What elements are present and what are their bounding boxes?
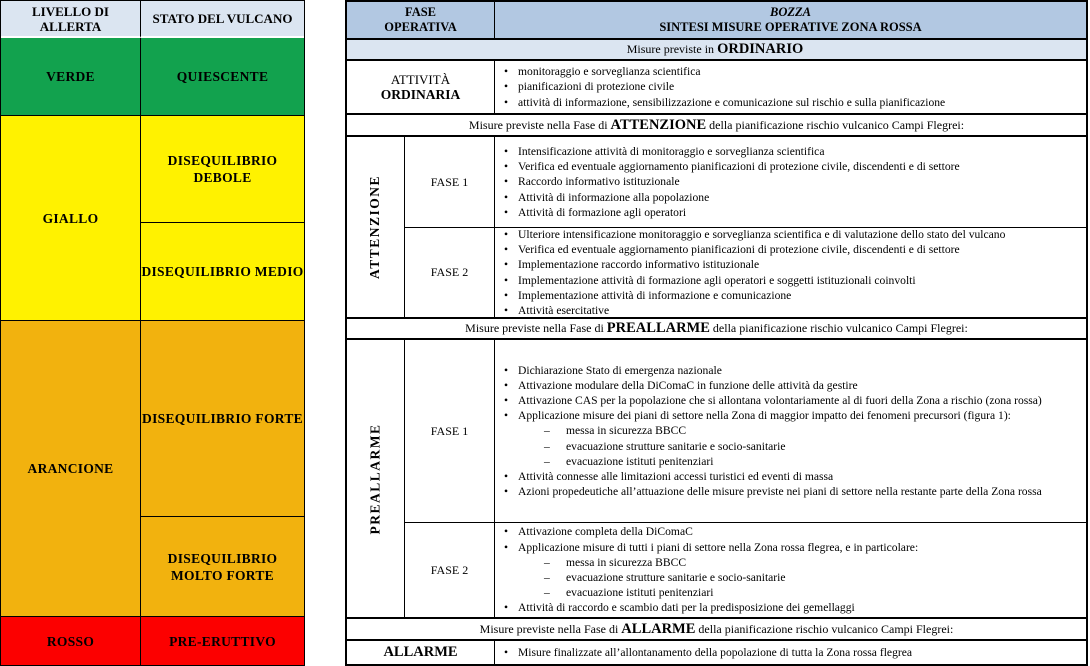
- bullet-icon: •: [504, 227, 509, 241]
- operational-measures-table: [345, 0, 1088, 666]
- separator-keyword: ALLARME: [621, 620, 696, 637]
- state-label: QUIESCENTE: [176, 69, 269, 84]
- list-item: • Attività di raccordo e scambio dati per la predisposizione dei gemellaggi: [504, 601, 855, 615]
- attenzione-fase1-label: FASE 1: [404, 135, 494, 227]
- bullet-icon: •: [504, 205, 509, 219]
- level-arancione: [1, 320, 140, 616]
- bullet-icon: •: [504, 190, 509, 204]
- allarme-measures: [494, 639, 1086, 664]
- level-label: ROSSO: [46, 633, 95, 649]
- sub-list-item: – evacuazione strutture sanitarie e socio-sanitarie: [544, 439, 786, 453]
- sub-list-item: – messa in sicurezza BBCC: [544, 555, 687, 569]
- state-label: DISEQUILIBRIO FORTE: [142, 411, 303, 426]
- list-item: • Implementazione raccordo informativo istituzionale: [504, 258, 760, 272]
- sub-list-item: – evacuazione istituti penitenziari: [544, 454, 714, 468]
- label-line: ATTIVITÀ: [390, 71, 451, 87]
- state-disequilibrio-medio: [140, 222, 304, 320]
- attenzione-fase1-measures: [494, 135, 1086, 227]
- bullet-icon: •: [504, 273, 509, 287]
- list-item: • Attività di formazione agli operatori: [504, 205, 687, 219]
- list-item: • Raccordo informativo istituzionale: [504, 175, 680, 189]
- bullet-icon: •: [504, 303, 509, 317]
- state-pre-eruttivo: [140, 616, 304, 665]
- preallarme-fase2-measures: [494, 522, 1086, 617]
- state-disequilibrio-forte: [140, 320, 304, 516]
- sub-list-item: – evacuazione istituti penitenziari: [544, 586, 714, 600]
- dash-icon: –: [544, 439, 550, 453]
- bullet-icon: •: [504, 288, 509, 302]
- list-item: • Azioni propedeutiche all’attuazione delle misure previste nei piani di settore nella restante parte della Zona rossa: [504, 485, 1042, 499]
- bullet-icon: •: [504, 175, 509, 189]
- vertical-label-attenzione: ATTENZIONE: [347, 135, 404, 317]
- separator-keyword: ATTENZIONE: [610, 116, 707, 133]
- bullet-icon: •: [504, 65, 509, 79]
- list-item: • Verifica ed eventuale aggiornamento pianificazioni di protezione civile, discendenti e di settore: [504, 243, 960, 257]
- bullet-icon: •: [504, 95, 509, 109]
- list-item: • Verifica ed eventuale aggiornamento pianificazioni di protezione civile, discendenti e di settore: [504, 160, 960, 174]
- label-attivita-ordinaria: [347, 59, 494, 113]
- list-item: • Dichiarazione Stato di emergenza nazionale: [504, 363, 722, 377]
- state-label: DISEQUILIBRIO MOLTO FORTE: [167, 550, 278, 583]
- bullet-icon: •: [504, 485, 509, 499]
- separator-text: Misure previste in: [626, 42, 715, 56]
- label-line: ORDINARIA: [380, 86, 461, 102]
- separator-text: della pianificazione rischio vulcanico Campi Flegrei:: [709, 117, 965, 132]
- dash-icon: –: [544, 586, 550, 600]
- header-line: FASE: [404, 5, 437, 19]
- bullet-icon: •: [504, 540, 509, 554]
- level-verde: [1, 38, 140, 115]
- ordinaria-measures: [494, 59, 1086, 113]
- separator-preallarme: [347, 317, 1086, 338]
- separator-text: Misure previste nella Fase di: [479, 621, 619, 636]
- alert-table-header-stato: [140, 1, 304, 38]
- separator-ordinario: [347, 38, 1086, 59]
- label-allarme: ALLARME: [347, 639, 494, 664]
- alert-table-header-livello: [1, 1, 140, 38]
- state-label: PRE-ERUTTIVO: [169, 633, 276, 649]
- bullet-icon: •: [504, 601, 509, 615]
- bullet-icon: •: [504, 393, 509, 407]
- bullet-icon: •: [504, 470, 509, 483]
- bullet-icon: •: [504, 409, 509, 423]
- level-label: GIALLO: [42, 210, 99, 226]
- separator-text: della pianificazione rischio vulcanico Campi Flegrei:: [712, 321, 968, 335]
- bullet-icon: •: [504, 243, 509, 257]
- separator-keyword: PREALLARME: [606, 320, 710, 336]
- level-label: VERDE: [46, 69, 95, 84]
- draft-label: BOZZA: [770, 5, 811, 19]
- list-item: • Attivazione CAS per la popolazione che si allontana volontariamente al di fuori della Zona a rischio (zona rossa): [504, 393, 1042, 407]
- sub-list-item: – messa in sicurezza BBCC: [544, 424, 687, 438]
- header-fase-operativa: [347, 2, 494, 38]
- preallarme-fase1-measures: [494, 338, 1086, 522]
- sub-list-item: – evacuazione strutture sanitarie e socio-sanitarie: [544, 571, 786, 584]
- bullet-icon: •: [504, 144, 509, 158]
- state-quiescente: [140, 38, 304, 115]
- bullet-icon: •: [504, 80, 509, 94]
- header-title: SINTESI MISURE OPERATIVE ZONA ROSSA: [659, 20, 922, 34]
- header-label: LIVELLO DI ALLERTA: [32, 3, 109, 34]
- state-disequilibrio-debole: [140, 115, 304, 222]
- bullet-icon: •: [504, 525, 509, 539]
- separator-text: Misure previste nella Fase di: [468, 117, 608, 132]
- preallarme-fase1-label: FASE 1: [404, 338, 494, 522]
- list-item: • Implementazione attività di informazione e comunicazione: [504, 288, 792, 302]
- list-item: • Applicazione misure di tutti i piani di settore nella Zona rossa flegrea, e in particolare:: [504, 540, 919, 554]
- attenzione-fase2-label: FASE 2: [404, 227, 494, 317]
- list-item: • Implementazione attività di formazione agli operatori e soggetti istituzionali coinvolti: [504, 273, 916, 287]
- list-item: • Ulteriore intensificazione monitoraggio e sorveglianza scientifica e di valutazione dello stato del vulcano: [504, 227, 1006, 241]
- header-sintesi-misure: [494, 2, 1086, 38]
- list-item: • Attività di informazione alla popolazione: [504, 190, 710, 204]
- separator-attenzione: [347, 113, 1086, 135]
- bullet-icon: •: [504, 258, 509, 272]
- list-item: • Intensificazione attività di monitoraggio e sorveglianza scientifica: [504, 144, 825, 158]
- level-label: ARANCIONE: [27, 461, 114, 476]
- bullet-icon: •: [504, 160, 509, 174]
- list-item: • Attività connesse alle limitazioni accessi turistici ed eventi di massa: [504, 470, 834, 483]
- level-rosso: [1, 616, 140, 665]
- dash-icon: –: [544, 555, 550, 569]
- bullet-icon: •: [504, 645, 509, 659]
- alert-level-table: [0, 0, 305, 666]
- separator-text: Misure previste nella Fase di: [465, 321, 604, 335]
- separator-allarme: [347, 617, 1086, 639]
- state-disequilibrio-molto-forte: [140, 516, 304, 616]
- list-item: • monitoraggio e sorveglianza scientifica: [504, 65, 701, 79]
- dash-icon: –: [544, 571, 550, 584]
- attenzione-fase2-measures: [494, 227, 1086, 317]
- list-item: • Misure finalizzate all’allontanamento della popolazione di tutta la Zona rossa flegrea: [504, 645, 913, 659]
- bullet-icon: •: [504, 378, 509, 392]
- dash-icon: –: [544, 454, 550, 468]
- list-item: • Applicazione misure dei piani di settore nella Zona di maggior impatto dei fenomeni precursori (figura 1):: [504, 409, 1011, 423]
- list-item: • Attivazione modulare della DiComaC in funzione delle attività da gestire: [504, 378, 858, 392]
- state-label: DISEQUILIBRIO DEBOLE: [167, 153, 278, 185]
- header-line: OPERATIVA: [384, 20, 457, 34]
- list-item: • Attivazione completa della DiComaC: [504, 525, 693, 539]
- bullet-icon: •: [504, 363, 509, 377]
- list-item: • pianificazioni di protezione civile: [504, 80, 675, 94]
- vertical-label-preallarme: PREALLARME: [347, 338, 404, 617]
- separator-keyword: ORDINARIO: [717, 41, 804, 57]
- dash-icon: –: [544, 424, 550, 438]
- header-label: STATO DEL VULCANO: [152, 11, 293, 26]
- preallarme-fase2-label: FASE 2: [404, 522, 494, 617]
- level-giallo: [1, 115, 140, 320]
- list-item: • attività di informazione, sensibilizzazione e comunicazione sul rischio e sulla pianificazione: [504, 95, 946, 109]
- list-item: • Attività esercitative: [504, 303, 610, 317]
- state-label: DISEQUILIBRIO MEDIO: [141, 264, 304, 279]
- separator-text: della pianificazione rischio vulcanico Campi Flegrei:: [698, 621, 954, 636]
